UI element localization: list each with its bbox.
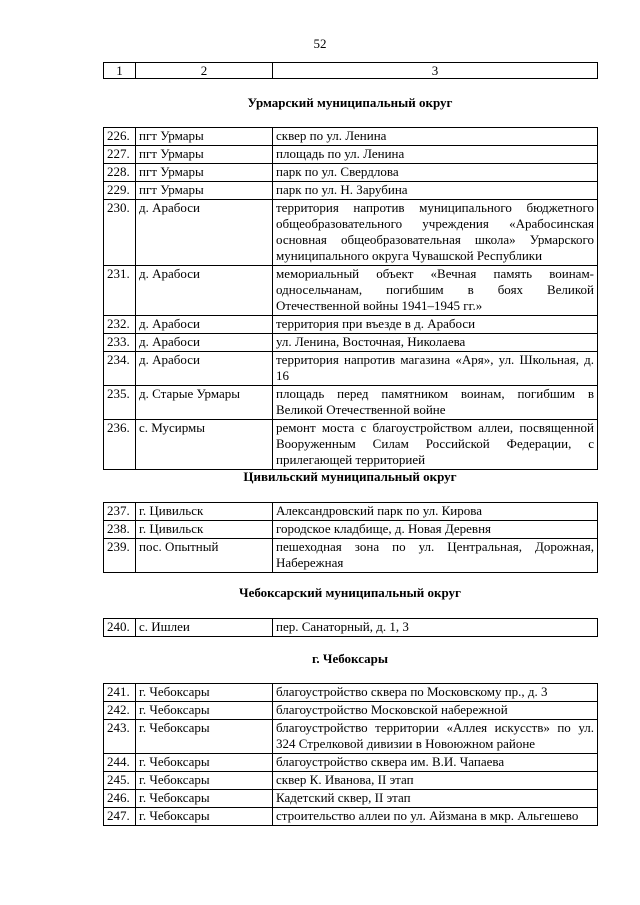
row-number: 246.	[104, 790, 136, 808]
row-description: благоустройство сквера им. В.И. Чапаева	[273, 754, 598, 772]
table-row	[104, 503, 598, 521]
row-place: пгт Урмары	[136, 146, 273, 164]
row-place: г. Чебоксары	[136, 720, 273, 754]
table-row	[104, 386, 598, 420]
row-number: 229.	[104, 182, 136, 200]
table-row	[104, 684, 598, 702]
row-description: сквер К. Иванова, II этап	[273, 772, 598, 790]
row-description: парк по ул. Свердлова	[273, 164, 598, 182]
row-description: площадь перед памятником воинам, погибшим в Великой Отечественной войне	[273, 386, 598, 420]
row-place: г. Цивильск	[136, 503, 273, 521]
table-row	[104, 316, 598, 334]
table-cheboksary-district	[103, 618, 598, 637]
row-description: мемориальный объект «Вечная память воинам-односельчанам, погибшим в боях Великой Отечественной войны 1941–1945 гг.»	[273, 266, 598, 316]
row-place: д. Арабоси	[136, 200, 273, 266]
table-row	[104, 182, 598, 200]
row-number: 232.	[104, 316, 136, 334]
row-number: 226.	[104, 128, 136, 146]
table-row	[104, 720, 598, 754]
table-row	[104, 334, 598, 352]
row-number: 235.	[104, 386, 136, 420]
row-description: ремонт моста с благоустройством аллеи, посвященной Вооруженным Силам Российской Федерации, с прилегающей территорией	[273, 420, 598, 470]
row-place: г. Цивильск	[136, 521, 273, 539]
row-description: ул. Ленина, Восточная, Николаева	[273, 334, 598, 352]
row-place: пгт Урмары	[136, 128, 273, 146]
row-number: 234.	[104, 352, 136, 386]
row-number: 236.	[104, 420, 136, 470]
row-place: г. Чебоксары	[136, 684, 273, 702]
row-description: строительство аллеи по ул. Айзмана в мкр. Альгешево	[273, 808, 598, 826]
row-number: 238.	[104, 521, 136, 539]
column-header-row	[104, 63, 598, 79]
row-number: 237.	[104, 503, 136, 521]
row-place: д. Арабоси	[136, 352, 273, 386]
row-description: территория напротив магазина «Аря», ул. Школьная, д. 16	[273, 352, 598, 386]
row-description: благоустройство Московской набережной	[273, 702, 598, 720]
row-number: 239.	[104, 539, 136, 573]
table-row	[104, 266, 598, 316]
table-row	[104, 790, 598, 808]
table-row	[104, 164, 598, 182]
table-row	[104, 200, 598, 266]
row-description: Кадетский сквер, II этап	[273, 790, 598, 808]
row-number: 227.	[104, 146, 136, 164]
column-header-table	[103, 62, 598, 79]
row-place: с. Ишлеи	[136, 619, 273, 637]
row-number: 244.	[104, 754, 136, 772]
section-title-cheboksary-city: г. Чебоксары	[311, 651, 389, 666]
row-place: г. Чебоксары	[136, 808, 273, 826]
row-description: пер. Санаторный, д. 1, 3	[273, 619, 598, 637]
table-row	[104, 521, 598, 539]
row-place: пгт Урмары	[136, 182, 273, 200]
row-place: пос. Опытный	[136, 539, 273, 573]
row-description: благоустройство сквера по Московскому пр., д. 3	[273, 684, 598, 702]
row-number: 230.	[104, 200, 136, 266]
row-place: д. Арабоси	[136, 316, 273, 334]
table-row	[104, 420, 598, 470]
row-place: д. Арабоси	[136, 266, 273, 316]
table-tsivilsk	[103, 502, 598, 573]
row-number: 231.	[104, 266, 136, 316]
table-row	[104, 539, 598, 573]
section-title-cheboksary-district: Чебоксарский муниципальный округ	[239, 585, 461, 600]
section-title-urmary: Урмарский муниципальный округ	[247, 95, 453, 110]
row-number: 240.	[104, 619, 136, 637]
table-row	[104, 702, 598, 720]
section-title-tsivilsk: Цивильский муниципальный округ	[243, 469, 457, 484]
column-header-1: 1	[104, 63, 136, 79]
row-number: 247.	[104, 808, 136, 826]
row-number: 245.	[104, 772, 136, 790]
row-description: площадь по ул. Ленина	[273, 146, 598, 164]
row-description: благоустройство территории «Аллея искусств» по ул. 324 Стрелковой дивизии в Новоюжном районе	[273, 720, 598, 754]
column-header-2: 2	[136, 63, 273, 79]
column-header-3: 3	[273, 63, 598, 79]
table-row	[104, 128, 598, 146]
row-description: территория напротив муниципального бюджетного общеобразовательного учреждения «Арабосинская основная общеобразовательная школа» Урмарского муниципального округа Чувашской Республики	[273, 200, 598, 266]
page-number: 52	[313, 36, 327, 51]
table-row	[104, 754, 598, 772]
table-row	[104, 808, 598, 826]
row-number: 233.	[104, 334, 136, 352]
row-description: Александровский парк по ул. Кирова	[273, 503, 598, 521]
row-place: г. Чебоксары	[136, 772, 273, 790]
row-number: 228.	[104, 164, 136, 182]
row-number: 242.	[104, 702, 136, 720]
row-number: 243.	[104, 720, 136, 754]
table-urmary	[103, 127, 598, 470]
row-place: г. Чебоксары	[136, 754, 273, 772]
row-description: сквер по ул. Ленина	[273, 128, 598, 146]
row-place: д. Старые Урмары	[136, 386, 273, 420]
row-description: парк по ул. Н. Зарубина	[273, 182, 598, 200]
row-description: территория при въезде в д. Арабоси	[273, 316, 598, 334]
row-description: пешеходная зона по ул. Центральная, Дорожная, Набережная	[273, 539, 598, 573]
row-place: г. Чебоксары	[136, 790, 273, 808]
row-place: д. Арабоси	[136, 334, 273, 352]
table-row	[104, 146, 598, 164]
row-place: г. Чебоксары	[136, 702, 273, 720]
table-row	[104, 619, 598, 637]
table-row	[104, 352, 598, 386]
row-place: с. Мусирмы	[136, 420, 273, 470]
table-row	[104, 772, 598, 790]
row-description: городское кладбище, д. Новая Деревня	[273, 521, 598, 539]
table-cheboksary-city	[103, 683, 598, 826]
row-number: 241.	[104, 684, 136, 702]
row-place: пгт Урмары	[136, 164, 273, 182]
